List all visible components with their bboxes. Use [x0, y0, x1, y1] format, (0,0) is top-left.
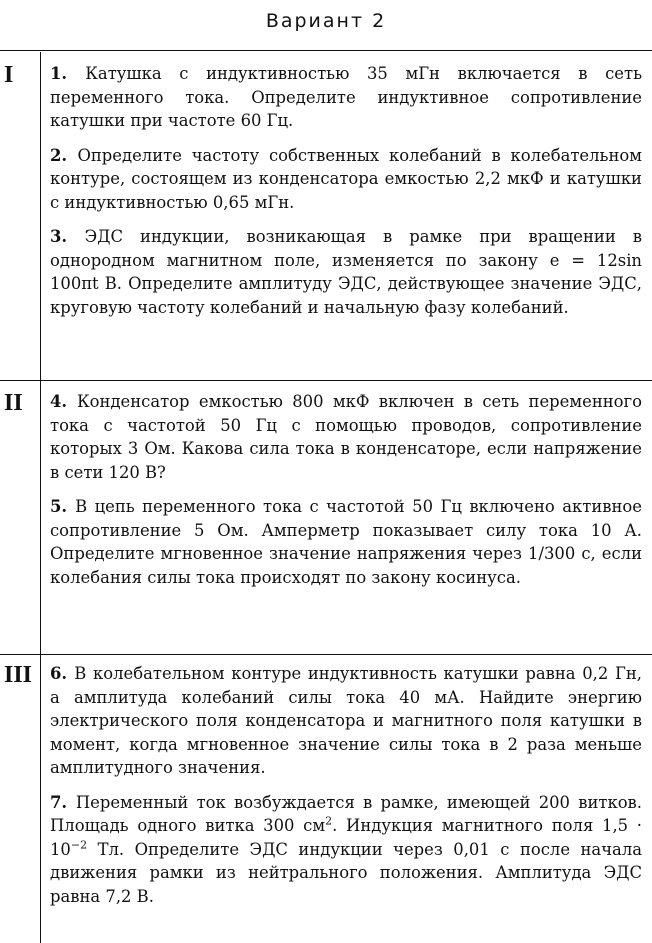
task-3: [50, 225, 642, 319]
task-text: ЭДС индукции, возникающая в рамке при вращении в однородном магнитном поле, изменяется по закону: [50, 227, 642, 270]
emf-formula: e = 12sin 100πt: [50, 250, 642, 293]
task-text: . Индукция магнитного поля 1,5 · 10: [50, 816, 643, 859]
task-5: [50, 495, 642, 589]
variant-title: Вариант 2: [265, 10, 387, 32]
induction-exponent: −2: [70, 838, 88, 852]
task-6: [50, 662, 642, 780]
task-text: В цепь переменного тока с частотой 50 Гц включено активное сопротивление 5 Ом. Амперметр показывает силу тока 10 А. Определите мгновенное значение напряжения через 1/300 с, если колебания силы тока происходят по закону косинуса.: [50, 497, 642, 587]
task-7: [50, 791, 642, 909]
section-level-i: [50, 62, 642, 330]
task-number: 5 .: [50, 497, 75, 516]
task-text: Переменный ток возбуждается в рамке, имеющей 200 витков. Площадь одного витка 300 см: [50, 792, 642, 835]
section-level-iii: [50, 662, 642, 919]
task-number: 1 .: [50, 64, 85, 83]
row-divider-1: [0, 380, 652, 381]
task-4: [50, 390, 642, 484]
row-divider-2: [0, 654, 652, 655]
task-2: [50, 144, 642, 215]
task-number: 2 .: [50, 146, 77, 165]
task-number: 6 .: [50, 664, 74, 683]
level-label-ii: II: [4, 390, 23, 416]
task-text: Тл. Определите ЭДС индукции через 0,01 с после начала движения рамки из нейтрального положения. Амплитуда ЭДС равна 7,2 В.: [50, 839, 642, 906]
task-text: Катушка с индуктивностью 35 мГн включается в сеть переменного тока. Определите индуктивное сопротивление катушки при частоте 60 Гц.: [50, 64, 642, 130]
table-top-border: [0, 50, 652, 51]
column-divider: [40, 52, 41, 943]
level-label-i: I: [4, 62, 14, 88]
task-number: 3 .: [50, 227, 85, 246]
task-number: 7 .: [50, 793, 76, 812]
task-text: В колебательном контуре индуктивность катушки равна 0,2 Гн, а амплитуда колебаний силы тока 40 мА. Найдите энергию электрического поля конденсатора и магнитного поля катушки в момент, когда мгновенное значение силы тока в 2 раза меньше амплитудного значения.: [50, 664, 642, 777]
area-exponent: 2: [325, 814, 333, 828]
task-1: [50, 62, 642, 133]
task-text: Определите частоту собственных колебаний в колебательном контуре, состоящем из конденсатора емкостью 2,2 мкФ и катушки с индуктивностью 0,65 мГн.: [50, 145, 642, 212]
section-level-ii: [50, 390, 642, 600]
level-label-iii: III: [4, 662, 33, 688]
task-text: Конденсатор емкостью 800 мкФ включен в сеть переменного тока с частотой 50 Гц с помощью проводов, сопротивление которых 3 Ом. Какова сила тока в конденсаторе, если напряжение в сети 120 В?: [50, 392, 642, 482]
task-number: 4 .: [50, 392, 77, 411]
task-text: В. Определите амплитуду ЭДС, действующее значение ЭДС, круговую частоту колебаний и начальную фазу колебаний.: [50, 274, 642, 317]
